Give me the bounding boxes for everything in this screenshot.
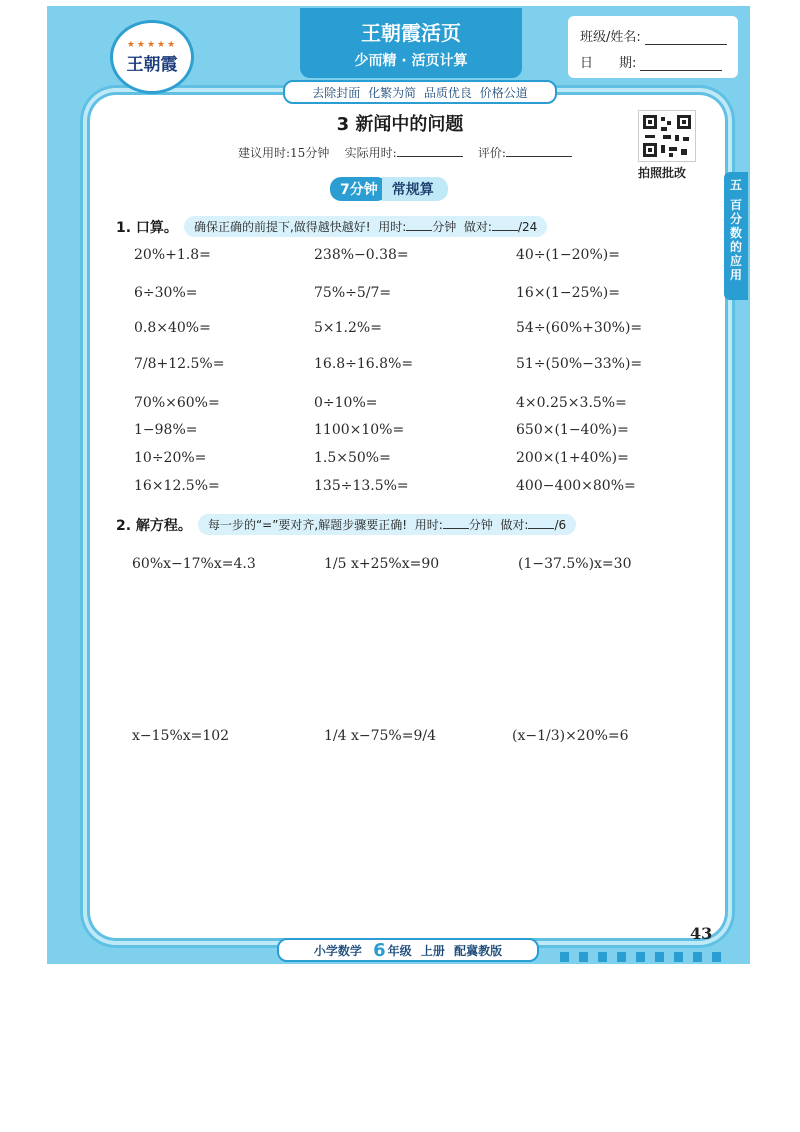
logo-stars: ★★★★★ [126, 39, 178, 50]
section1-title: 1. 口算。 [116, 219, 178, 236]
footer-grade-word: 年级 [387, 943, 412, 958]
section2-score-label: 做对: [500, 518, 529, 532]
brand-logo [110, 20, 194, 94]
footer-subject: 小学数学 [313, 943, 362, 958]
edge-ticks [560, 952, 721, 962]
section1-header [116, 216, 547, 237]
side-tab-char: 数 [729, 226, 742, 240]
footer-grade-number: 6 [373, 939, 386, 961]
oral-problem: 1.5×50%= [314, 450, 391, 466]
oral-problem: 40÷(1−20%)= [516, 247, 620, 263]
class-name-label: 班级/姓名: [580, 30, 641, 45]
oral-problem: 75%÷5/7= [314, 285, 392, 301]
section2-time-field[interactable] [443, 518, 469, 529]
section2-score-total: /6 [554, 518, 567, 532]
oral-problem: 135÷13.5%= [314, 478, 409, 494]
date-field[interactable] [640, 58, 722, 71]
suggested-time: 建议用时:15分钟 [238, 146, 330, 160]
oral-problem: 6÷30%= [134, 285, 198, 301]
oral-problem: 10÷20%= [134, 450, 207, 466]
section1-time-unit: 分钟 [432, 220, 457, 234]
equation: (1−37.5%)x=30 [518, 556, 632, 572]
oral-problem: 238%−0.38= [314, 247, 409, 263]
section2-time-unit: 分钟 [468, 518, 493, 532]
footer-volume: 上册 [420, 943, 445, 958]
oral-problem: 51÷(50%−33%)= [516, 356, 643, 372]
side-tab-char: 五 [729, 178, 742, 192]
brand-banner [300, 8, 522, 78]
oral-problem: 7/8+12.5%= [134, 356, 225, 372]
footer-edition: 配冀教版 [454, 943, 503, 958]
oral-problem: 200×(1+40%)= [516, 450, 629, 466]
section-badge [330, 178, 492, 200]
side-tab-char: 用 [729, 268, 742, 282]
section2-hint-text: 每一步的“=”要对齐,解题步骤要正确! [207, 518, 408, 532]
section1-time-field[interactable] [406, 220, 432, 231]
brand-subtitle: 少而精 · 活页计算 [354, 52, 468, 69]
section1-hint-text: 确保正确的前提下,做得越快越好! [193, 220, 371, 234]
equation: (x−1/3)×20%=6 [512, 728, 629, 744]
qr-caption: 拍照批改 [638, 166, 687, 180]
class-name-field[interactable] [645, 32, 727, 45]
equation: 1/5 x+25%x=90 [324, 556, 440, 572]
oral-problem: 16.8÷16.8%= [314, 356, 414, 372]
equation: 60%x−17%x=4.3 [132, 556, 256, 572]
oral-problem: 16×12.5%= [134, 478, 220, 494]
badge-label: 常规算 [382, 177, 448, 201]
section2-score-field[interactable] [528, 518, 554, 529]
time-info [238, 144, 572, 161]
side-tab-char: 百 [729, 198, 742, 212]
section2-title: 2. 解方程。 [116, 517, 192, 534]
equation: 1/4 x−75%=9/4 [324, 728, 436, 744]
oral-problem: 1−98%= [134, 422, 198, 438]
oral-problem: 54÷(60%+30%)= [516, 320, 643, 336]
side-tab-char: 的 [729, 240, 742, 254]
oral-problem: 5×1.2%= [314, 320, 382, 336]
evaluation-label: 评价: [477, 146, 506, 160]
page-number: 43 [690, 924, 713, 943]
oral-problem: 1100×10%= [314, 422, 405, 438]
brand-title: 王朝霞活页 [361, 20, 461, 45]
section2-time-label: 用时: [414, 518, 443, 532]
lesson-title: 3 新闻中的问题 [336, 114, 464, 135]
actual-time-field[interactable] [397, 146, 463, 157]
tagline: 去除封面 化繁为简 品质优良 价格公道 [283, 80, 557, 104]
section2-hint [198, 514, 576, 535]
oral-problem: 70%×60%= [134, 395, 220, 411]
equation: x−15%x=102 [132, 728, 230, 744]
oral-problem: 4×0.25×3.5%= [516, 395, 627, 411]
section1-hint [184, 216, 547, 237]
oral-problem: 0÷10%= [314, 395, 378, 411]
section1-time-label: 用时: [378, 220, 407, 234]
evaluation-field[interactable] [506, 146, 572, 157]
oral-problem: 0.8×40%= [134, 320, 211, 336]
section1-score-label: 做对: [463, 220, 492, 234]
section2-header [116, 514, 576, 535]
side-tab-char: 应 [729, 254, 742, 268]
side-tab-char: 分 [729, 212, 742, 226]
name-date-box [568, 16, 738, 78]
section1-score-total: /24 [517, 220, 538, 234]
oral-problem: 16×(1−25%)= [516, 285, 620, 301]
section1-score-field[interactable] [492, 220, 518, 231]
badge-time: 7分钟 [330, 177, 388, 201]
oral-problem: 650×(1−40%)= [516, 422, 629, 438]
actual-time-label: 实际用时: [344, 146, 397, 160]
footer-label [277, 938, 539, 962]
oral-problem: 20%+1.8= [134, 247, 211, 263]
oral-problem: 400−400×80%= [516, 478, 636, 494]
logo-name: 王朝霞 [126, 54, 178, 75]
unit-side-tab [724, 172, 748, 300]
date-label: 日 期: [580, 56, 637, 71]
